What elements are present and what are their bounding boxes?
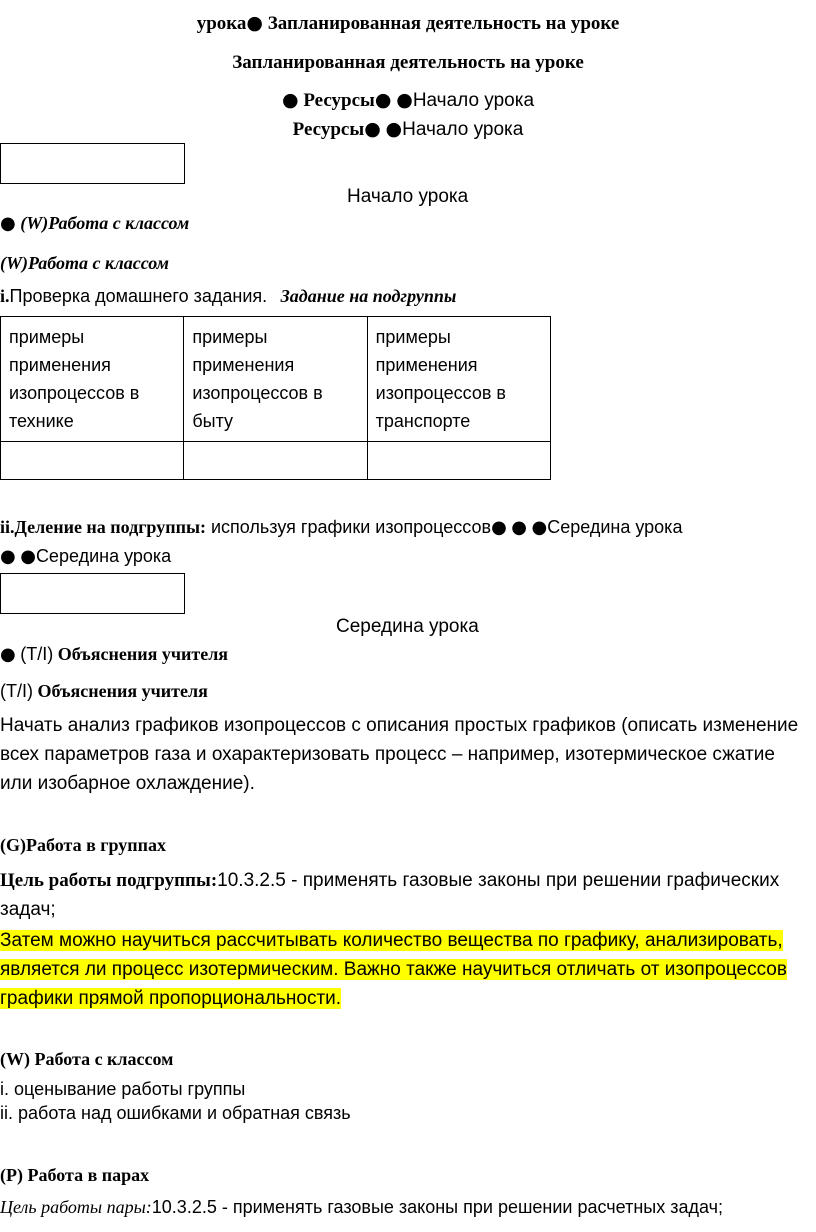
table-row [1,442,551,480]
division-bold: Деление на подгруппы: [14,517,206,537]
class-work-heading: (W) Работа с классом [0,1049,174,1069]
header-line-1-a: урока [196,13,247,34]
bullet-icon: ● [0,213,16,234]
bullet-icon: ● [364,118,381,140]
bullet-heading-start [0,213,189,234]
heading-middle-bold: Объяснения учителя [37,681,208,701]
highlighted-note [0,926,812,1013]
resource-box-start [0,143,185,184]
class-work-item-1: i. оценывание работы группы [0,1079,246,1099]
division-num: ii. [0,517,15,537]
division-line-2-text: Середина урока [35,546,172,566]
division-tail: Середина урока [547,517,683,537]
group-work-heading: (G)Работа в группах [0,835,166,855]
homework-check-text: Проверка домашнего задания. [9,286,268,306]
teacher-explanation-paragraph: Начать анализ графиков изопроцессов с описания простых графиков (описать изменение всех параметров газа и охарактеризовать процесс – например, изотермическое сжатие или изобарное охлаждение). [0,715,799,794]
header-line-1 [0,12,816,35]
bullet-icon: ● [531,517,548,538]
group-goal-text: 10.3.2.5 - применять газовые законы при решении графических задач; [0,870,780,920]
pair-goal-italic: Цель работы пары: [0,1197,152,1217]
header-line-4 [0,118,816,141]
table-cell: примеры применения изопроцессов в быту [184,317,367,442]
bullet-icon: ● [281,89,299,111]
table-cell: примеры применения изопроцессов в технике [1,317,184,442]
section-middle-label: Середина урока [336,616,479,637]
header-line-4-plain: Начало урока [402,119,524,140]
bullet-heading-start-text: (W)Работа с классом [20,213,190,233]
group-goal [0,866,812,924]
header-line-2: Запланированная деятельность на уроке [232,52,584,73]
bullet-icon: ● [20,546,36,567]
homework-check-task: Задание на подгруппы [280,286,457,306]
bullet-icon: ● [246,12,264,34]
group-goal-bold: Цель работы подгруппы: [0,870,218,891]
bullet-icon: ● [0,644,16,665]
bullet-icon: ● [511,517,527,538]
highlighted-note-text: Затем можно научиться рассчитывать количество вещества по графику, анализировать, является ли процесс изотермическим. Важно также научиться отличать от изопроцессов графики прямой пропорциональности. [0,930,787,1009]
division-line-2 [0,546,171,567]
tasks-table [0,316,551,480]
table-cell: примеры применения изопроцессов в транспорте [367,317,550,442]
bullet-icon: ● [491,517,507,538]
bullet-heading-middle-bold: Объяснения учителя [57,644,229,664]
header-line-3-plain: Начало урока [412,90,535,111]
bullet-icon: ● [374,89,392,111]
homework-check-line [0,286,456,307]
division-line [0,517,682,538]
class-work-item-2: ii. работа над ошибками и обратная связь [0,1103,351,1123]
division-text: используя графики изопроцессов [206,517,492,537]
table-cell [367,442,550,480]
bullet-heading-middle [0,644,228,665]
pair-goal-text: 10.3.2.5 - применять газовые законы при решении расчетных задач; [151,1197,723,1217]
pair-work-heading: (P) Работа в парах [0,1165,150,1185]
header-line-4-bold: Ресурсы [292,119,365,140]
resource-box-middle [0,573,185,614]
table-row [1,317,551,442]
header-line-1-b: Запланированная деятельность на уроке [267,13,620,34]
header-line-3-bold: Ресурсы [303,90,375,111]
table-cell [184,442,367,480]
heading-start: (W)Работа с классом [0,253,169,273]
pair-goal [0,1197,723,1218]
header-line-3 [0,89,816,112]
homework-check-num: i. [0,286,10,306]
bullet-icon: ● [396,89,413,111]
heading-middle-prefix: (T/I) [0,681,33,701]
bullet-heading-middle-prefix: (T/I) [20,644,54,664]
table-cell [1,442,184,480]
section-start-label: Начало урока [347,186,469,207]
bullet-icon: ● [385,118,403,140]
heading-middle [0,681,208,702]
bullet-icon: ● [0,546,16,567]
